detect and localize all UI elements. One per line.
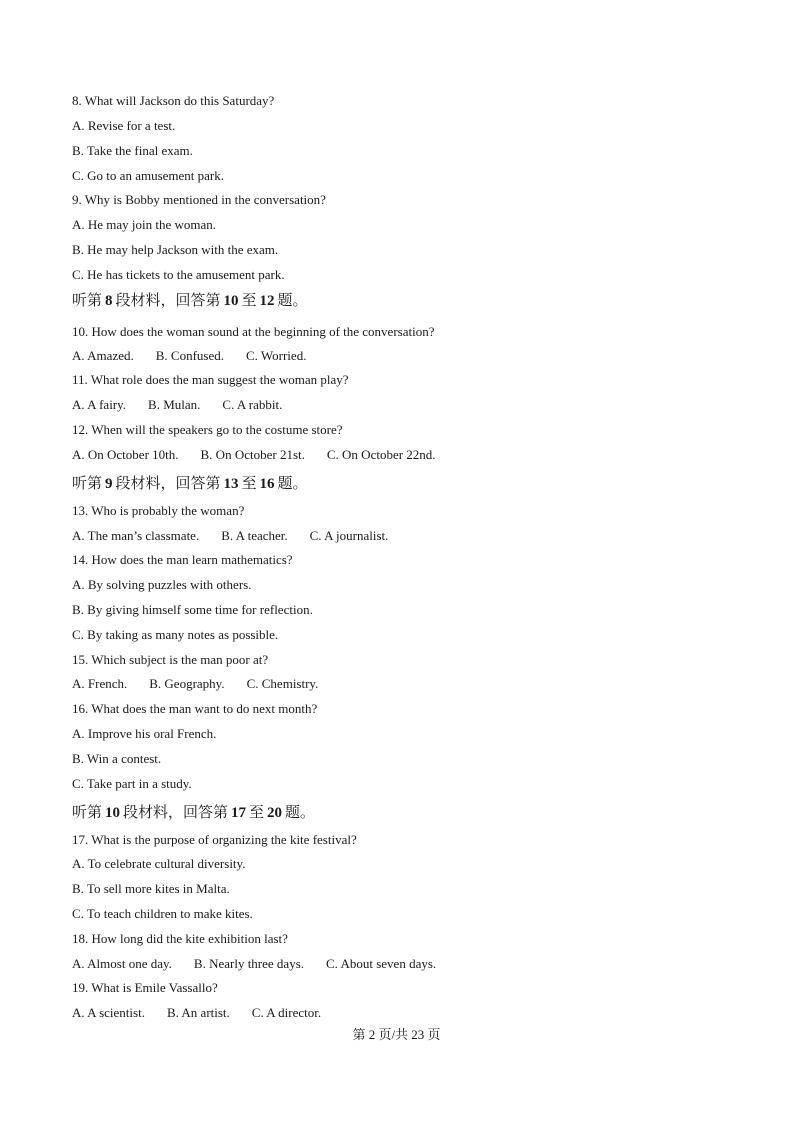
heading-text: 听第 [72,803,103,821]
answer-option: C. A director. [251,1005,322,1020]
answer-option: A. He may join the woman. [72,217,217,232]
answer-option: C. On October 22nd. [326,447,436,462]
heading-text: 至 [241,474,257,492]
heading-text: 听第 [72,291,103,309]
answer-option-row [72,344,306,368]
heading-number: 10 [223,293,239,309]
question: 17. What is the purpose of organizing the kite festival? [72,832,357,847]
answer-option: B. Mulan. [148,397,201,412]
section-heading [72,288,308,312]
answer-option: B. He may help Jackson with the exam. [72,242,279,257]
question: 13. Who is probably the woman? [72,503,245,518]
answer-option-row [72,672,318,696]
answer-option: A. Amazed. [72,348,134,363]
answer-option: B. On October 21st. [200,447,305,462]
heading-text: 段材料，回答第 [115,474,221,492]
heading-number: 10 [105,805,121,821]
question: 10. How does the woman sound at the beginning of the conversation? [72,324,435,339]
heading-number: 8 [105,293,113,309]
answer-option: C. By taking as many notes as possible. [72,627,279,642]
answer-option: C. Chemistry. [246,676,319,691]
answer-option-row [72,1001,321,1025]
question: 15. Which subject is the man poor at? [72,652,269,667]
answer-option: A. French. [72,676,128,691]
answer-option: A. A fairy. [72,397,127,412]
answer-option: A. On October 10th. [72,447,179,462]
answer-option: B. To sell more kites in Malta. [72,881,230,896]
answer-option: C. He has tickets to the amusement park. [72,267,285,282]
section-heading [72,471,308,495]
heading-text: 至 [241,291,257,309]
question: 18. How long did the kite exhibition last? [72,931,288,946]
heading-number: 20 [267,805,283,821]
answer-option: C. A journalist. [309,528,389,543]
heading-text: 题。 [285,803,316,821]
answer-option: A. A scientist. [72,1005,145,1020]
question: 16. What does the man want to do next month? [72,701,318,716]
answer-option-row [72,952,436,976]
heading-text: 题。 [277,474,308,492]
heading-number: 13 [223,476,239,492]
answer-option: C. Go to an amusement park. [72,168,224,183]
answer-option: A. By solving puzzles with others. [72,577,252,592]
answer-option: C. About seven days. [326,956,437,971]
section-heading [72,800,315,824]
answer-option: A. Improve his oral French. [72,726,217,741]
heading-number: 9 [105,476,113,492]
heading-text: 题。 [277,291,308,309]
question: 12. When will the speakers go to the costume store? [72,422,343,437]
answer-option: B. Nearly three days. [193,956,305,971]
answer-option-row [72,443,436,467]
question: 8. What will Jackson do this Saturday? [72,93,275,108]
answer-option: A. The man’s classmate. [72,528,200,543]
answer-option: B. Win a contest. [72,751,162,766]
answer-option-row [72,524,388,548]
heading-text: 段材料，回答第 [123,803,229,821]
answer-option: B. A teacher. [221,528,288,543]
answer-option: B. An artist. [166,1005,230,1020]
answer-option: B. Take the final exam. [72,143,193,158]
heading-number: 12 [259,293,275,309]
answer-option: B. By giving himself some time for reflection. [72,602,313,617]
heading-text: 至 [249,803,265,821]
answer-option: C. Take part in a study. [72,776,192,791]
question: 19. What is Emile Vassallo? [72,980,218,995]
answer-option: C. To teach children to make kites. [72,906,253,921]
page-footer: 第 2 页/共 23 页 [352,1027,441,1042]
question: 14. How does the man learn mathematics? [72,552,293,567]
heading-number: 16 [259,476,275,492]
answer-option: A. Revise for a test. [72,118,176,133]
answer-option: B. Confused. [155,348,224,363]
question: 11. What role does the man suggest the woman play? [72,372,349,387]
answer-option: A. Almost one day. [72,956,172,971]
heading-number: 17 [231,805,247,821]
answer-option: C. Worried. [245,348,307,363]
heading-text: 听第 [72,474,103,492]
answer-option: B. Geography. [149,676,225,691]
answer-option: A. To celebrate cultural diversity. [72,856,246,871]
heading-text: 段材料，回答第 [115,291,221,309]
answer-option-row [72,393,282,417]
answer-option: C. A rabbit. [222,397,283,412]
question: 9. Why is Bobby mentioned in the conversation? [72,192,326,207]
